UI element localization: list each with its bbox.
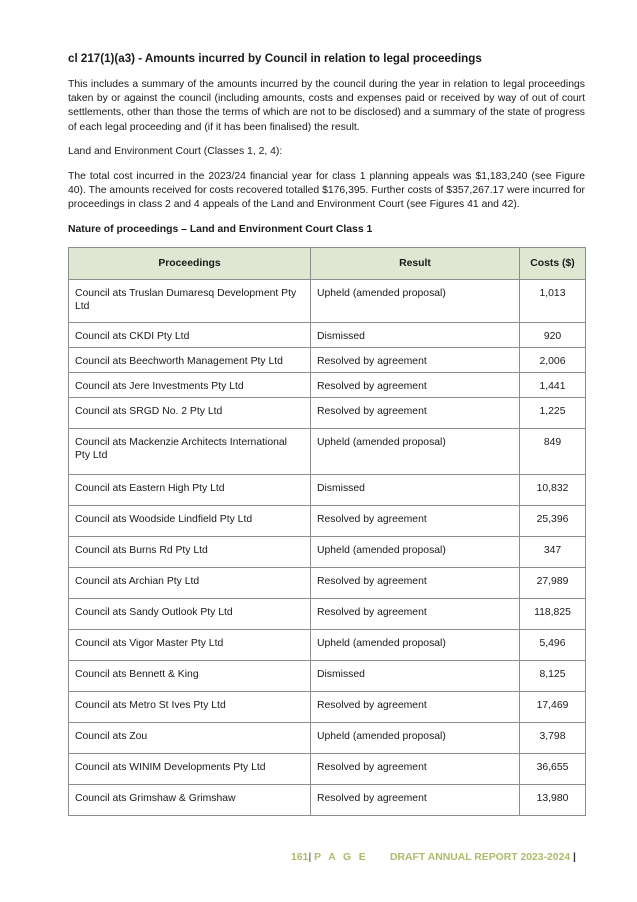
cost-cell: 118,825 [520, 599, 586, 630]
court-classes-line: Land and Environment Court (Classes 1, 2, 4): [68, 146, 283, 157]
cost-cell: 10,832 [520, 475, 586, 506]
proceeding-cell: Council ats Jere Investments Pty Ltd [69, 373, 311, 398]
cost-cell: 920 [520, 323, 586, 348]
table-row [69, 723, 586, 754]
result-cell: Resolved by agreement [311, 785, 520, 816]
cost-cell: 8,125 [520, 661, 586, 692]
page-word: P A G E [314, 852, 369, 863]
table-header-row [69, 248, 586, 280]
proceeding-cell: Council ats WINIM Developments Pty Ltd [69, 754, 311, 785]
table-row [69, 599, 586, 630]
table-row [69, 506, 586, 537]
proceeding-cell: Council ats Burns Rd Pty Ltd [69, 537, 311, 568]
result-cell: Resolved by agreement [311, 348, 520, 373]
table-row [69, 661, 586, 692]
result-cell: Dismissed [311, 323, 520, 348]
cost-cell: 1,013 [520, 280, 586, 323]
table-row [69, 475, 586, 506]
footer-end-bar: | [573, 852, 576, 863]
table-row [69, 537, 586, 568]
cost-cell: 347 [520, 537, 586, 568]
header-proceedings: Proceedings [69, 248, 311, 280]
cost-cell: 25,396 [520, 506, 586, 537]
proceeding-cell: Council ats Metro St Ives Pty Ltd [69, 692, 311, 723]
proceeding-cell: Council ats CKDI Pty Ltd [69, 323, 311, 348]
table-row [69, 429, 586, 475]
table-row [69, 785, 586, 816]
table-row [69, 348, 586, 373]
page-number: 161 [291, 852, 309, 863]
table-row [69, 568, 586, 599]
header-costs: Costs ($) [520, 248, 586, 280]
cost-cell: 1,441 [520, 373, 586, 398]
page-number-group [291, 852, 368, 863]
cost-cell: 27,989 [520, 568, 586, 599]
header-result: Result [311, 248, 520, 280]
table-row [69, 323, 586, 348]
footer-separator: | [308, 852, 312, 863]
proceedings-table [68, 247, 586, 816]
cost-cell: 13,980 [520, 785, 586, 816]
result-cell: Upheld (amended proposal) [311, 537, 520, 568]
table-row [69, 373, 586, 398]
cost-cell: 1,225 [520, 398, 586, 429]
result-cell: Resolved by agreement [311, 506, 520, 537]
cost-cell: 5,496 [520, 630, 586, 661]
table-row [69, 398, 586, 429]
report-title-group [390, 852, 576, 863]
result-cell: Upheld (amended proposal) [311, 280, 520, 323]
intro-paragraph: This includes a summary of the amounts incurred by the council during the year in relation to legal proceedings taken by or against the council (including amounts, costs and expenses paid or received by way of out of court settlements, other than those the terms of which are not to be disclosed) and a summary of the state of progress of each legal proceeding and (if it has been finalised) the result. [68, 79, 585, 133]
result-cell: Resolved by agreement [311, 692, 520, 723]
proceeding-cell: Council ats Bennett & King [69, 661, 311, 692]
cost-cell: 849 [520, 429, 586, 475]
section-heading: cl 217(1)(a3) - Amounts incurred by Council in relation to legal proceedings [68, 52, 482, 65]
report-title: DRAFT ANNUAL REPORT 2023-2024 [390, 852, 571, 863]
proceeding-cell: Council ats Archian Pty Ltd [69, 568, 311, 599]
proceeding-cell: Council ats Sandy Outlook Pty Ltd [69, 599, 311, 630]
total-cost-paragraph: The total cost incurred in the 2023/24 financial year for class 1 planning appeals was $1,183,240 (see Figure 40). The amounts received for costs recovered totalled $176,395. Further costs of $357,267.17 were incurred for proceedings in class 2 and 4 appeals of the Land and Environment Court (see Figures 41 and 42). [68, 171, 585, 211]
result-cell: Upheld (amended proposal) [311, 429, 520, 475]
result-cell: Resolved by agreement [311, 568, 520, 599]
proceeding-cell: Council ats Eastern High Pty Ltd [69, 475, 311, 506]
result-cell: Upheld (amended proposal) [311, 723, 520, 754]
table-row [69, 692, 586, 723]
cost-cell: 36,655 [520, 754, 586, 785]
table-row [69, 630, 586, 661]
result-cell: Upheld (amended proposal) [311, 630, 520, 661]
proceeding-cell: Council ats Grimshaw & Grimshaw [69, 785, 311, 816]
result-cell: Resolved by agreement [311, 398, 520, 429]
table-title: Nature of proceedings – Land and Environment Court Class 1 [68, 224, 373, 235]
result-cell: Dismissed [311, 475, 520, 506]
result-cell: Resolved by agreement [311, 754, 520, 785]
proceeding-cell: Council ats Woodside Lindfield Pty Ltd [69, 506, 311, 537]
table-row [69, 280, 586, 323]
proceeding-cell: Council ats Beechworth Management Pty Ltd [69, 348, 311, 373]
table-row [69, 754, 586, 785]
result-cell: Resolved by agreement [311, 599, 520, 630]
cost-cell: 3,798 [520, 723, 586, 754]
result-cell: Dismissed [311, 661, 520, 692]
proceeding-cell: Council ats SRGD No. 2 Pty Ltd [69, 398, 311, 429]
proceeding-cell: Council ats Zou [69, 723, 311, 754]
result-cell: Resolved by agreement [311, 373, 520, 398]
proceeding-cell: Council ats Truslan Dumaresq Development Pty Ltd [69, 280, 311, 323]
proceeding-cell: Council ats Vigor Master Pty Ltd [69, 630, 311, 661]
proceeding-cell: Council ats Mackenzie Architects International Pty Ltd [69, 429, 311, 475]
cost-cell: 17,469 [520, 692, 586, 723]
cost-cell: 2,006 [520, 348, 586, 373]
